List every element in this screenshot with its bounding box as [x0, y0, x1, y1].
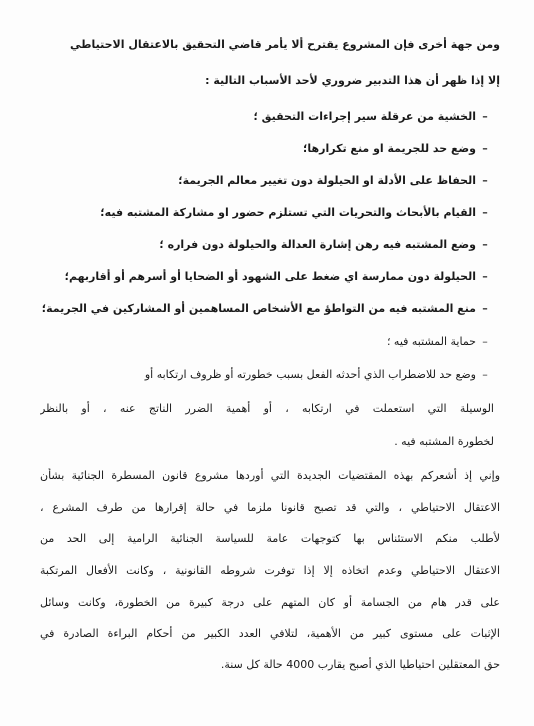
closing-line-7: حق المعتقلين احتياطيا الذي أصبح يقارب 4000 حالة كل سنة. — [220, 658, 500, 671]
reason-continuation-line-1: الوسيلة التي استعملت في ارتكابه ، أو أهمية الضرر الناتج عنه ، أو بالنظر — [40, 402, 494, 415]
reason-text: الخشية من عرقلة سير إجراءات التحقيق ؛ — [253, 110, 476, 123]
reason-text: منع المشتبه فيه من التواطؤ مع الأشخاص المساهمين أو المشاركين في الجريمة؛ — [41, 302, 476, 315]
reason-item-8 — [40, 334, 494, 350]
reason-continuation-line-2: لخطورة المشتبه فيه . — [394, 435, 494, 448]
dash-bullet: – — [482, 270, 488, 283]
closing-line-2: الاعتقال الاحتياطي ، والتي قد تصبح قانونا ملزما في حالة إقرارها من طرف المشرع ، — [40, 501, 500, 514]
reason-item-1 — [40, 109, 494, 125]
intro-line-1: ومن جهة أخرى فإن المشروع يقترح ألا يأمر قاضي التحقيق بالاعتقال الاحتياطي — [70, 38, 500, 51]
closing-line-4: الاعتقال الاحتياطي وعدم اتخاذه إلا إذا توفرت شروطه القانونية ، وكانت الأفعال المرتكبة — [40, 564, 500, 577]
reason-text: وضع حد للجريمة او منع تكرارها؛ — [302, 142, 476, 155]
dash-bullet: – — [482, 206, 488, 219]
dash-bullet: – — [482, 238, 488, 251]
closing-line-6: الإثبات على مستوى كبير من الأهمية، لتلافي العدد الكبير من أحكام البراءة الصادرة في — [40, 627, 500, 640]
reason-text: القيام بالأبحاث والتحريات التي تستلزم حضور او مشاركة المشتبه فيه؛ — [100, 206, 476, 219]
dash-bullet: – — [482, 335, 488, 348]
dash-bullet: – — [482, 110, 488, 123]
reason-item-7 — [40, 301, 494, 317]
closing-line-5: على قدر هام من الجسامة أو كان المتهم على درجة كبيرة من الخطورة، وكانت وسائل — [40, 596, 500, 609]
reason-item-4 — [40, 205, 494, 221]
reason-text: وضع المشتبه فيه رهن إشارة العدالة والحيلولة دون فراره ؛ — [159, 238, 476, 251]
reason-item-5 — [40, 237, 494, 253]
reason-text: حماية المشتبه فيه ؛ — [386, 335, 476, 348]
reason-item-3 — [40, 173, 494, 189]
reason-text: الحفاظ على الأدلة او الحيلولة دون تغيير معالم الجريمة؛ — [178, 174, 476, 187]
dash-bullet: – — [482, 302, 488, 315]
dash-bullet: – — [482, 174, 488, 187]
reason-text: وضع حد للاضطراب الذي أحدثه الفعل بسبب خطورته أو ظروف ارتكابه أو — [144, 368, 476, 381]
closing-line-1: وإني إذ أشعركم بهذه المقتضيات الجديدة التي أوردها مشروع قانون المسطرة الجنائية بشأن — [40, 469, 500, 482]
dash-bullet: – — [482, 142, 488, 155]
reason-text: الحيلولة دون ممارسة اي ضغط على الشهود أو الضحايا أو أسرهم أو أقاربهم؛ — [64, 270, 476, 283]
dash-bullet: – — [482, 368, 488, 381]
reason-item-6 — [40, 269, 494, 285]
intro-line-2: إلا إذا ظهر أن هذا التدبير ضروري لأحد الأسباب التالية : — [205, 74, 500, 87]
closing-line-3: لأطلب منكم الاستئناس بها كتوجهات عامة للسياسة الجنائية الرامية إلى الحد من — [40, 532, 500, 545]
reason-item-2 — [40, 141, 494, 157]
reason-item-9 — [40, 367, 494, 383]
